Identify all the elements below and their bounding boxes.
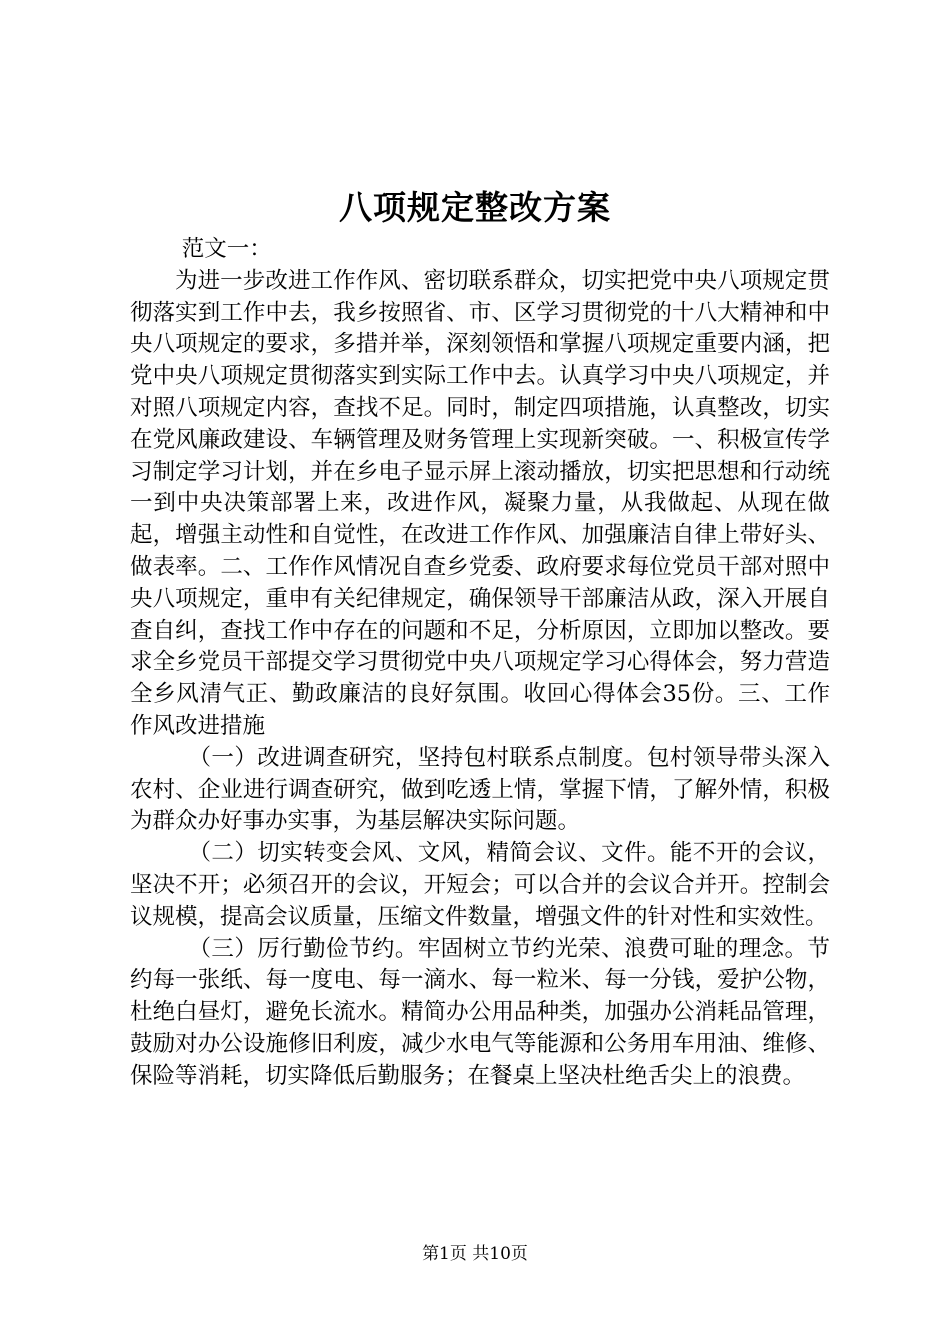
document-title: 八项规定整改方案 bbox=[339, 188, 611, 227]
paragraph-measure-1: （一）改进调查研究，坚持包村联系点制度。包村领导带头深入农村、企业进行调查研究，做到吃透上情，掌握下情，了解外情，积极为群众办好事办实事，为基层解决实际问题。 bbox=[130, 744, 830, 835]
document-body bbox=[130, 234, 830, 1093]
paragraph-intro: 为进一步改进工作作风、密切联系群众，切实把党中央八项规定贯彻落实到工作中去，我乡按照省、市、区学习贯彻党的十八大精神和中央八项规定的要求，多措并举，深刻领悟和掌握八项规定重要内涵，把党中央八项规定贯彻落实到实际工作中去。认真学习中央八项规定，并对照八项规定内容，查找不足。同时，制定四项措施，认真整改，切实在党风廉政建设、车辆管理及财务管理上实现新突破。一、积极宣传学习制定学习计划，并在乡电子显示屏上滚动播放，切实把思想和行动统一到中央决策部署上来，改进作风，凝聚力量，从我做起、从现在做起，增强主动性和自觉性，在改进工作作风、加强廉洁自律上带好头、做表率。二、工作作风情况自查乡党委、政府要求每位党员干部对照中央八项规定，重申有关纪律规定，确保领导干部廉洁从政，深入开展自查自纠，查找工作中存在的问题和不足，分析原因，立即加以整改。要求全乡党员干部提交学习贯彻党中央八项规定学习心得体会，努力营造全乡风清气正、勤政廉洁的良好氛围。收回心得体会35份。三、工作作风改进措施 bbox=[130, 267, 830, 739]
page-footer: 第1页 共10页 bbox=[422, 1244, 528, 1264]
paragraph-measure-2: （二）切实转变会风、文风，精简会议、文件。能不开的会议，坚决不开；必须召开的会议，开短会；可以合并的会议合并开。控制会议规模，提高会议质量，压缩文件数量，增强文件的针对性和实效性。 bbox=[130, 840, 830, 930]
section-label: 范文一： bbox=[181, 236, 272, 262]
paragraph-measure-3: （三）厉行勤俭节约。牢固树立节约光荣、浪费可耻的理念。节约每一张纸、每一度电、每一滴水、每一粒米、每一分钱，爱护公物，杜绝白昼灯，避免长流水。精简办公用品种类，加强办公消耗品管理，鼓励对办公设施修旧利废，减少水电气等能源和公务用车用油、维修、保险等消耗，切实降低后勤服务；在餐桌上坚决杜绝舌尖上的浪费。 bbox=[130, 935, 830, 1089]
